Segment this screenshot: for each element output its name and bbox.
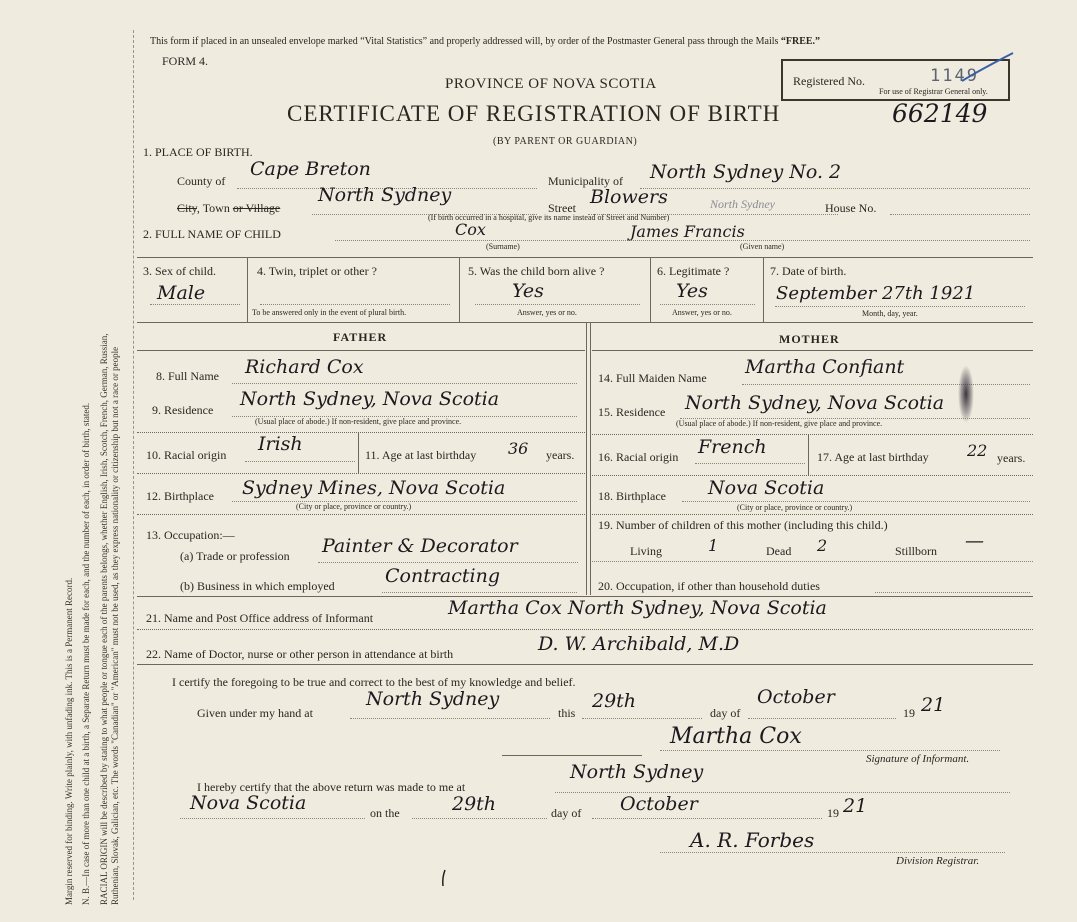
alive-note: Answer, yes or no. bbox=[517, 308, 577, 317]
stillborn-label: Stillborn bbox=[895, 544, 938, 558]
doctor-value: D. W. Archibald, M.D bbox=[538, 633, 740, 655]
twin-note: To be answered only in the event of plural birth. bbox=[252, 308, 407, 317]
children-count-label: 19. Number of children of this mother (including this child.) bbox=[598, 518, 888, 532]
province-heading: PROVINCE OF NOVA SCOTIA bbox=[445, 76, 657, 92]
mother-residence-value: North Sydney, Nova Scotia bbox=[685, 392, 945, 414]
street-extra-value: North Sydney bbox=[710, 197, 775, 211]
handwritten-number: 662149 bbox=[892, 99, 988, 128]
legitimate-label: 6. Legitimate ? bbox=[657, 264, 730, 278]
dead-label: Dead bbox=[766, 544, 792, 558]
county-label: County of bbox=[177, 174, 226, 188]
business-label: (b) Business in which employed bbox=[180, 579, 335, 593]
certify-place-value: North Sydney bbox=[366, 688, 500, 710]
registrar-on-the-label: on the bbox=[370, 806, 400, 820]
certify-year-prefix: 19 bbox=[903, 706, 915, 720]
hospital-note: (If birth occurred in a hospital, give its name instead of Street and Number) bbox=[428, 213, 670, 222]
sex-label: 3. Sex of child. bbox=[143, 264, 216, 278]
alive-value: Yes bbox=[512, 280, 544, 302]
registrar-day-of-label: day of bbox=[551, 806, 582, 820]
margin-note-2: N. B.—In case of more than one child at a birth, a Separate Return must be made for each, and the number of each, in order of birth, stated. bbox=[81, 402, 91, 905]
trade-value: Painter & Decorator bbox=[322, 535, 518, 557]
village-label: or Village bbox=[232, 201, 281, 215]
father-residence-note: (Usual place of abode.) If non-resident, give place and province. bbox=[255, 417, 462, 426]
pen-mark bbox=[440, 868, 448, 888]
county-value: Cape Breton bbox=[250, 158, 371, 180]
mail-notice-text: This form if placed in an unsealed envelope marked “Vital Statistics” and properly addressed will, by order of the Postmaster General pass through the Mails bbox=[150, 36, 779, 47]
father-name-label: 8. Full Name bbox=[156, 369, 219, 383]
father-heading: FATHER bbox=[333, 330, 388, 344]
surname-caption: (Surname) bbox=[486, 242, 520, 251]
dob-value: September 27th 1921 bbox=[776, 283, 976, 304]
certify-day-of-label: day of bbox=[710, 706, 741, 720]
certify-text: I certify the foregoing to be true and correct to the best of my knowledge and belief. bbox=[172, 675, 576, 689]
dob-label: 7. Date of birth. bbox=[770, 264, 847, 278]
doctor-label: 22. Name of Doctor, nurse or other person in attendance at birth bbox=[146, 647, 454, 661]
city-label: City bbox=[177, 201, 197, 215]
given-name-caption: (Given name) bbox=[740, 242, 785, 251]
registered-number-box bbox=[781, 59, 1010, 101]
town-label bbox=[177, 201, 280, 216]
certificate-subtitle: (BY PARENT OR GUARDIAN) bbox=[493, 136, 638, 147]
sex-value: Male bbox=[157, 282, 206, 304]
twin-label: 4. Twin, triplet or other ? bbox=[257, 264, 377, 278]
municipality-value: North Sydney No. 2 bbox=[650, 161, 842, 183]
registrar-use-note: For use of Registrar General only. bbox=[879, 87, 988, 96]
certificate-title: CERTIFICATE OF REGISTRATION OF BIRTH bbox=[287, 101, 781, 126]
mother-age-value: 22 bbox=[967, 441, 988, 460]
informant-signature: Martha Cox bbox=[670, 724, 802, 749]
this-label: this bbox=[558, 706, 576, 720]
father-residence-label: 9. Residence bbox=[152, 403, 214, 417]
mother-occupation-label: 20. Occupation, if other than household duties bbox=[598, 579, 820, 593]
certify-month-value: October bbox=[757, 686, 835, 708]
form-number: FORM 4. bbox=[162, 54, 209, 68]
legitimate-note: Answer, yes or no. bbox=[672, 308, 732, 317]
father-racial-label: 10. Racial origin bbox=[146, 448, 227, 462]
living-label: Living bbox=[630, 544, 662, 558]
father-name-value: Richard Cox bbox=[245, 356, 364, 378]
mother-name-value: Martha Confiant bbox=[745, 356, 905, 378]
child-given-name: James Francis bbox=[630, 222, 745, 241]
business-value: Contracting bbox=[385, 565, 501, 587]
mother-name-label: 14. Full Maiden Name bbox=[598, 371, 707, 385]
father-occupation-label: 13. Occupation:— bbox=[146, 528, 235, 542]
mother-racial-label: 16. Racial origin bbox=[598, 450, 679, 464]
certify-day-value: 29th bbox=[592, 690, 637, 712]
trade-label: (a) Trade or profession bbox=[180, 549, 290, 563]
alive-label: 5. Was the child born alive ? bbox=[468, 264, 605, 278]
registrar-year-prefix: 19 bbox=[827, 806, 839, 820]
ink-blot bbox=[958, 365, 974, 423]
given-under-label: Given under my hand at bbox=[197, 706, 313, 720]
house-number-label: House No. bbox=[825, 201, 877, 215]
father-residence-value: North Sydney, Nova Scotia bbox=[240, 388, 500, 410]
informant-value: Martha Cox North Sydney, Nova Scotia bbox=[448, 597, 827, 619]
registrar-place-value: North Sydney bbox=[570, 761, 704, 783]
registrar-province-value: Nova Scotia bbox=[190, 792, 307, 814]
free-label: “FREE.” bbox=[780, 36, 821, 47]
margin-note-4: Ruthenian, Slovak, Galician, etc. The words "Canadian" or "American" must not be used, as they express nationality or citizenship but not a race or people bbox=[110, 346, 120, 905]
informant-label: 21. Name and Post Office address of Informant bbox=[146, 611, 374, 625]
child-name-label: 2. FULL NAME OF CHILD bbox=[143, 227, 281, 241]
municipality-label: Municipality of bbox=[548, 174, 623, 188]
mother-birthplace-label: 18. Birthplace bbox=[598, 489, 666, 503]
registered-label: Registered No. bbox=[793, 74, 865, 88]
mother-racial-value: French bbox=[698, 436, 767, 458]
dob-note: Month, day, year. bbox=[862, 309, 918, 318]
town-value: North Sydney bbox=[318, 184, 452, 206]
place-of-birth-label: 1. PLACE OF BIRTH. bbox=[143, 145, 253, 159]
registrar-day-value: 29th bbox=[452, 793, 497, 815]
mother-birthplace-note: (City or place, province or country.) bbox=[737, 503, 853, 512]
stillborn-value: — bbox=[965, 530, 984, 552]
street-value: Blowers bbox=[590, 186, 668, 208]
registrar-month-value: October bbox=[620, 793, 698, 815]
dead-value: 2 bbox=[817, 536, 828, 555]
father-age-value: 36 bbox=[508, 439, 529, 458]
mother-years-label: years. bbox=[997, 451, 1026, 465]
living-value: 1 bbox=[708, 536, 719, 555]
blue-check-mark bbox=[958, 51, 1018, 91]
mother-age-label: 17. Age at last birthday bbox=[817, 450, 929, 464]
father-years-label: years. bbox=[546, 448, 575, 462]
mother-residence-label: 15. Residence bbox=[598, 405, 666, 419]
margin-note-1: Margin reserved for binding. Write plainly, with unfading ink. This is a Permanent Record. bbox=[64, 577, 74, 905]
registered-number: 1149 bbox=[930, 66, 979, 86]
father-age-label: 11. Age at last birthday bbox=[365, 448, 477, 462]
legitimate-value: Yes bbox=[676, 280, 708, 302]
margin-note-3: RACIAL ORIGIN will be described by stating to what people or tongue each of the parents belongs, whether English, Irish, Scotch, French, German, Russian, bbox=[99, 333, 109, 905]
mail-notice bbox=[150, 36, 820, 47]
father-birthplace-note: (City or place, province or country.) bbox=[296, 502, 412, 511]
registrar-text: I hereby certify that the above return was made to me at bbox=[197, 780, 466, 794]
father-birthplace-value: Sydney Mines, Nova Scotia bbox=[242, 477, 506, 499]
certify-year-value: 21 bbox=[921, 694, 946, 716]
street-label: Street bbox=[548, 201, 576, 215]
registrar-signature: A. R. Forbes bbox=[690, 828, 815, 852]
mother-heading: MOTHER bbox=[779, 332, 840, 346]
father-birthplace-label: 12. Birthplace bbox=[146, 489, 214, 503]
mother-birthplace-value: Nova Scotia bbox=[708, 477, 825, 499]
child-surname: Cox bbox=[455, 220, 486, 239]
father-racial-value: Irish bbox=[258, 433, 303, 455]
town-label-text: , Town bbox=[196, 201, 230, 215]
registrar-year-value: 21 bbox=[843, 795, 868, 817]
registrar-signature-caption: Division Registrar. bbox=[896, 855, 980, 867]
mother-residence-note: (Usual place of abode.) If non-resident, give place and province. bbox=[676, 419, 883, 428]
informant-signature-caption: Signature of Informant. bbox=[866, 753, 970, 765]
